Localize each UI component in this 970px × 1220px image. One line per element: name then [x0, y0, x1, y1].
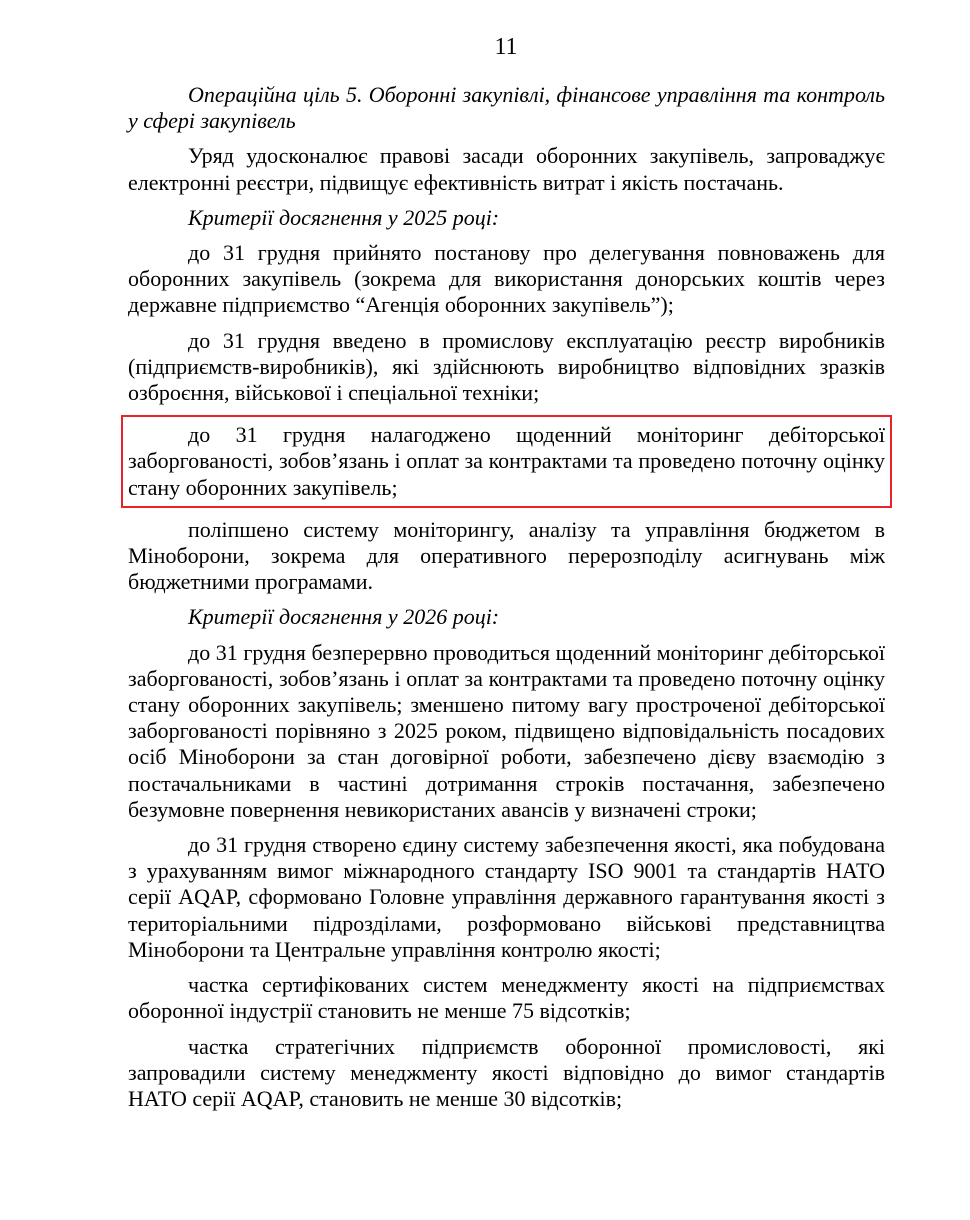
paragraph-continuous-monitoring: до 31 грудня безперервно проводиться щоденний моніторинг дебіторської заборгованості, зобов’язань і оплат за контрактами та проведено поточну оцінку стану оборонних закупівель; зменшено питому вагу простроченої дебіторської заборгованості порівняно з 2025 роком, підвищено відповідальність посадових осіб Міноборони за стан договірної роботи, забезпечено дієву взаємодію з постачальниками в частині дотримання строків постачання, забезпечено безумовне повернення невикористаних авансів у визначені строки; — [128, 639, 885, 822]
criteria-heading-2025: Критерії досягнення у 2025 році: — [188, 204, 500, 230]
highlighted-paragraph-receivables-monitoring: до 31 грудня налагоджено щоденний моніторинг дебіторської заборгованості, зобов’язань і оплат за контрактами та проведено поточну оцінку стану оборонних закупівель; — [128, 422, 885, 500]
section-heading-operational-goal-5: Операційна ціль 5. Оборонні закупівлі, фінансове управління та контроль у сфері закупівель — [128, 82, 885, 134]
paragraph-aqap-share: частка стратегічних підприємств оборонної промисловості, які запровадили систему менеджменту якості відповідно до вимог стандартів НАТО серії AQAP, становить не менше 30 відсотків; — [128, 1033, 885, 1111]
paragraph-manufacturers-registry: до 31 грудня введено в промислову експлуатацію реєстр виробників (підприємств-виробників), які здійснюють виробництво відповідних зразків озброєння, військової і спеціальної техніки; — [128, 327, 885, 406]
criteria-heading-2026: Критерії досягнення у 2026 році: — [188, 604, 500, 630]
document-body — [128, 82, 885, 1121]
paragraph-quality-system: до 31 грудня створено єдину систему забезпечення якості, яка побудована з урахуванням вимог міжнародного стандарту ISO 9001 та стандартів НАТО серії AQAP, сформовано Головне управління державного гарантування якості з територіальними підрозділами, розформовано військові представництва Міноборони та Центральне управління контролю якості; — [128, 832, 885, 962]
page-number: 11 — [494, 34, 518, 60]
paragraph-budget-monitoring: поліпшено систему моніторингу, аналізу та управління бюджетом в Міноборони, зокрема для оперативного перерозподілу асигнувань між бюджетними програмами. — [128, 516, 885, 595]
paragraph-certified-systems-share: частка сертифікованих систем менеджменту якості на підприємствах оборонної індустрії становить не менше 75 відсотків; — [128, 972, 885, 1024]
paragraph-government-intro: Уряд удосконалює правові засади оборонних закупівель, запроваджує електронні реєстри, підвищує ефективність витрат і якість постачань. — [128, 143, 885, 195]
paragraph-delegation-resolution: до 31 грудня прийнято постанову про делегування повноважень для оборонних закупівель (зокрема для використання донорських коштів через державне підприємство “Агенція оборонних закупівель”); — [128, 240, 885, 318]
